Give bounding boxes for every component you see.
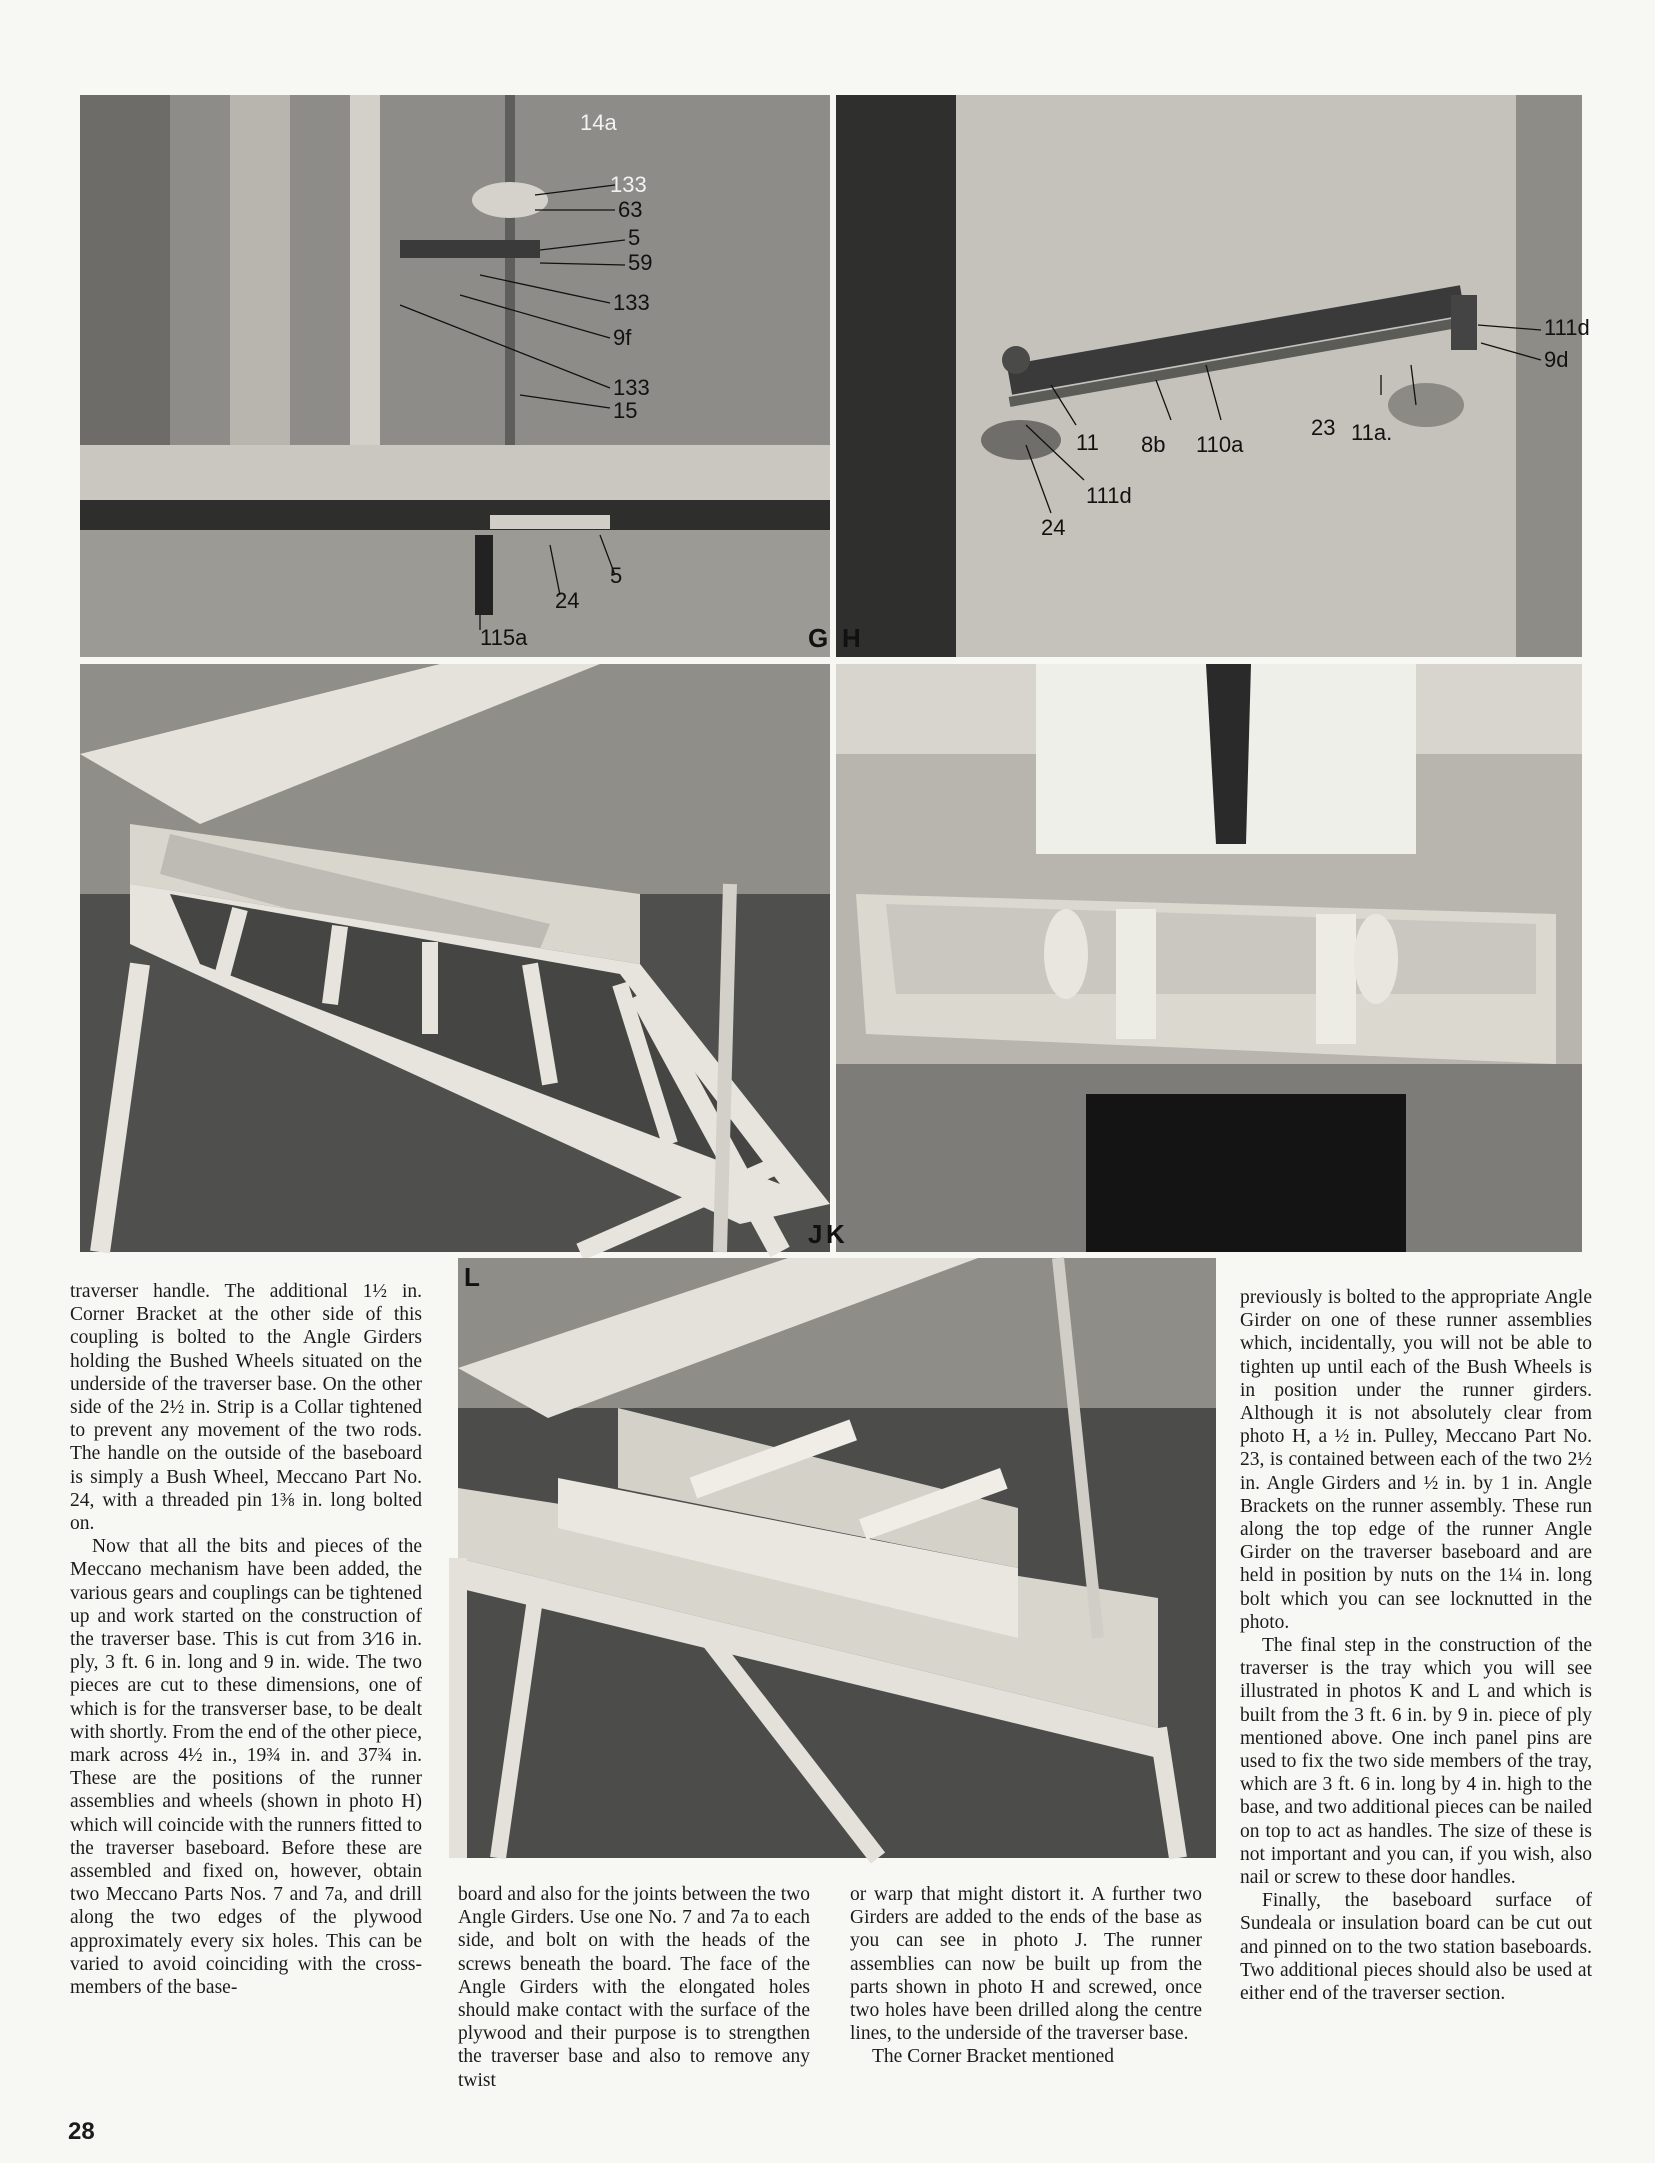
photo-g-label-2: 63: [618, 197, 643, 222]
col4-paragraph-1: previously is bolted to the appropriate Angle Girder on one of these runner assemblies which, incidentally, you will not be able to tighten up until each of the Bush Wheels is in position under the runner girders. Although it is not absolutely clear from photo H, a ½ in. Pulley, Meccano Part No. 23, is contained between each of the two 2½ in. Angle Girders and ½ in. by 1 in. Angle Brackets on the runner assembly. These run along the top edge of the runner Angle Girder on the traverser baseboard and are held in position by nuts on the 1¼ in. long bolt which you can see locknutted in the photo.: [1240, 1287, 1592, 1633]
text-column-1: [70, 1280, 422, 1999]
col3-paragraph-2: The Corner Bracket mentioned: [872, 2046, 1115, 2068]
col1-paragraph-1: traverser handle. The additional 1½ in. Corner Bracket at the other side of this coupling is bolted to the Angle Girders holding the Bushed Wheels situated on the underside of the traverser base. On the other side of the 2½ in. Strip is a Collar tightened to prevent any movement of the two rods. The handle on the outside of the baseboard is simply a Bush Wheel, Meccano Part No. 24, with a threaded pin 1⅜ in. long bolted on.: [70, 1281, 422, 1535]
photo-g-label-6: 9f: [613, 325, 632, 350]
photo-g: [80, 95, 830, 657]
photo-h-label-2: 11: [1076, 430, 1099, 455]
photo-j-letter: J: [808, 1219, 823, 1249]
photo-g-label-3: 5: [628, 225, 641, 250]
photo-h-letter: H: [842, 623, 861, 653]
photo-k-image: [836, 664, 1582, 1252]
photo-h-label-4: 110a: [1196, 432, 1244, 457]
photo-g-label-0: 14a: [580, 110, 617, 135]
photo-k-letter: K: [826, 1219, 845, 1249]
photo-g-image: [80, 95, 830, 657]
photo-h-label-8: 24: [1041, 515, 1066, 540]
photo-h-label-7: 111d: [1086, 483, 1132, 508]
photo-g-letter: G: [808, 623, 829, 653]
photo-j: [80, 664, 830, 1252]
photo-h: [836, 95, 1590, 657]
photo-g-label-11: 115a: [480, 625, 528, 650]
photo-g-label-5: 133: [613, 290, 650, 315]
photo-g-label-9: 5: [610, 563, 623, 588]
photo-g-label-1: 133: [610, 172, 647, 197]
col3-paragraph-1: or warp that might distort it. A further two Girders are added to the ends of the base as you can see in photo J. The runner assemblies can now be built up from the parts shown in photo H and screwed, once two holes have been drilled along the centre lines, to the underside of the traverser base.: [850, 1884, 1202, 2045]
photo-h-label-6: 11a.: [1351, 420, 1393, 445]
text-column-4: [1240, 1286, 1592, 2005]
col2-paragraph-1: board and also for the joints between the two Angle Girders. Use one No. 7 and 7a to each side, and bolt on with the heads of the screws beneath the board. The face of the Angle Girders with the elongated holes should make contact with the surface of the plywood and their purpose is to strengthen the traverser base and also to remove any twist: [458, 1884, 810, 2091]
photo-l-image: [458, 1258, 1216, 1858]
photo-g-label-10: 24: [555, 588, 580, 613]
photo-h-label-0: 111d: [1544, 315, 1590, 340]
photo-g-label-7: 133: [613, 375, 650, 400]
photo-l-letter: L: [464, 1262, 480, 1292]
page-number: 28: [68, 2118, 95, 2145]
photo-h-label-1: 9d: [1544, 347, 1569, 372]
photo-h-label-5: 23: [1311, 415, 1336, 440]
photo-g-label-4: 59: [628, 250, 653, 275]
photo-k: [826, 664, 1582, 1252]
photo-g-label-8: 15: [613, 398, 638, 423]
photo-l: [458, 1258, 1216, 1858]
text-column-2: [458, 1883, 810, 2092]
col4-paragraph-3: Finally, the baseboard surface of Sundeala or insulation board can be cut out and pinned on to the two station baseboards. Two additional pieces should also be used at either end of the traverser section.: [1240, 1890, 1592, 2005]
photo-h-image: [836, 95, 1590, 657]
col1-paragraph-2: Now that all the bits and pieces of the Meccano mechanism have been added, the various gears and couplings can be tightened up and work started on the construction of the traverser base. This is cut from 3⁄16 in. ply, 3 ft. 6 in. long and 9 in. wide. The two pieces are cut to these dimensions, one of which is for the transverser base, to be dealt with shortly. From the end of the other piece, mark across 4½ in., 19¾ in. and 37¾ in. These are the positions of the runner assemblies and wheels (shown in photo H) which will coincide with the runners fitted to the traverser baseboard. Before these are assembled and fixed on, however, obtain two Meccano Parts Nos. 7 and 7a, and drill along the two edges of the plywood approximately every six holes. This can be varied to avoid coinciding with the cross-members of the base-: [70, 1536, 422, 1999]
col4-paragraph-2: The final step in the construction of the traverser is the tray which you will see illustrated in photos K and L and which is built from the 3 ft. 6 in. by 9 in. piece of ply mentioned above. One inch panel pins are used to fix the two side members of the tray, which are 3 ft. 6 in. long by 4 in. high to the base, and two additional pieces can be nailed on top to act as handles. The size of these is not important and you can, if you wish, also nail or screw to these door handles.: [1240, 1635, 1592, 1889]
text-column-3: [850, 1883, 1202, 2069]
photo-h-label-3: 8b: [1141, 432, 1166, 457]
photo-j-image: [80, 664, 830, 1252]
